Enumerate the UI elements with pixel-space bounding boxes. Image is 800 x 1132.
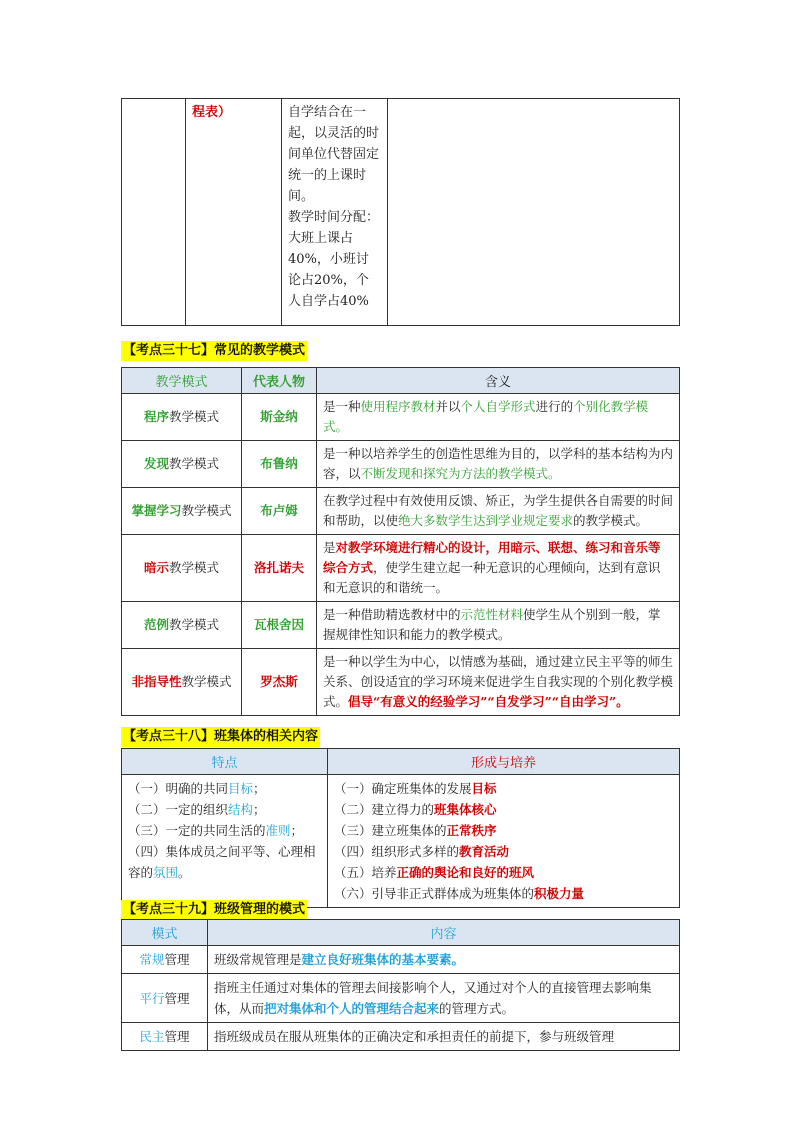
text-run: ； bbox=[253, 802, 266, 817]
mode-cell bbox=[122, 974, 208, 1023]
text-run: 个人自学形式 bbox=[460, 399, 536, 414]
text-run: （三）建立班集体的 bbox=[334, 823, 447, 838]
empty-cell bbox=[388, 99, 680, 326]
mode-keyword: 常规 bbox=[139, 952, 165, 967]
text-run: 使学生从个别到一般，掌握规律性知识和能力的教学模式。 bbox=[323, 607, 661, 642]
feature-item bbox=[128, 841, 321, 883]
text-run: 不断发现和探究为方法的教学模式。 bbox=[360, 466, 561, 481]
column-header: 代表人物 bbox=[242, 368, 317, 394]
column-header: 模式 bbox=[122, 920, 208, 946]
column-header: 教学模式 bbox=[122, 368, 242, 394]
text-run: ； bbox=[253, 781, 266, 796]
mode-keyword: 范例 bbox=[143, 617, 169, 632]
text-run: 班集体核心 bbox=[434, 802, 497, 817]
content-cell bbox=[208, 946, 680, 974]
feature-item bbox=[128, 778, 321, 799]
formation-item bbox=[334, 820, 673, 841]
mode-suffix: 教学模式 bbox=[169, 456, 220, 471]
representative-cell: 布卢姆 bbox=[242, 488, 317, 535]
text-run: （二）建立得力的 bbox=[334, 802, 435, 817]
mode-keyword: 掌握学习 bbox=[131, 503, 182, 518]
text-run: 使用程序教材 bbox=[360, 399, 436, 414]
text-run: （五）培养 bbox=[334, 865, 397, 880]
text-run: （四）集体成员之间平等、心理相容的 bbox=[128, 844, 316, 880]
mode-suffix: 教学模式 bbox=[181, 503, 232, 518]
formation-item bbox=[334, 799, 673, 820]
header-row bbox=[122, 368, 680, 394]
representative-cell: 斯金纳 bbox=[242, 394, 317, 441]
table-row bbox=[122, 946, 680, 974]
features-cell bbox=[122, 775, 328, 908]
text-run: （六）引导非正式群体成为班集体的 bbox=[334, 886, 535, 901]
text-run: （一）确定班集体的发展 bbox=[334, 781, 472, 796]
top-fragment-table bbox=[121, 98, 680, 326]
section-heading-39: 【考点三十九】班级管理的模式 bbox=[121, 900, 307, 920]
mode-suffix: 管理 bbox=[164, 952, 190, 967]
mode-cell bbox=[122, 1023, 208, 1051]
meaning-cell bbox=[317, 602, 680, 649]
meaning-cell bbox=[317, 394, 680, 441]
fragment-text bbox=[282, 99, 388, 326]
mode-suffix: 教学模式 bbox=[169, 560, 220, 575]
section-heading-37: 【考点三十七】常见的教学模式 bbox=[121, 341, 307, 361]
text-run: 是 bbox=[323, 540, 336, 555]
meaning-cell bbox=[317, 441, 680, 488]
mode-cell bbox=[122, 535, 242, 602]
mode-keyword: 平行 bbox=[139, 990, 165, 1006]
text-run: 倡导“有意义的经验学习”“自发学习”“自由学习”。 bbox=[348, 694, 629, 709]
text-run: （一）明确的共同 bbox=[128, 781, 229, 796]
representative-cell: 罗杰斯 bbox=[242, 649, 317, 716]
mode-cell bbox=[122, 649, 242, 716]
mode-suffix: 管理 bbox=[164, 1029, 190, 1044]
column-header: 内容 bbox=[208, 920, 680, 946]
mode-cell bbox=[122, 602, 242, 649]
content-cell bbox=[208, 1023, 680, 1051]
text-run: 氛围 bbox=[153, 865, 179, 880]
teaching-modes-table bbox=[121, 367, 680, 716]
text-run: 正常秩序 bbox=[446, 823, 497, 838]
feature-item bbox=[128, 820, 321, 841]
mode-suffix: 教学模式 bbox=[181, 674, 232, 689]
text-run: 正确的舆论和良好的班风 bbox=[396, 865, 535, 880]
text-run: 把对集体和个人的管理结合起来 bbox=[264, 1001, 440, 1016]
table-row bbox=[122, 1023, 680, 1051]
formation-item bbox=[334, 883, 673, 904]
mode-cell bbox=[122, 394, 242, 441]
text-run: 是一种借助精选教材中的 bbox=[323, 607, 461, 622]
mode-keyword: 发现 bbox=[143, 456, 169, 471]
table-row bbox=[122, 649, 680, 716]
column-header: 含义 bbox=[317, 368, 680, 394]
feature-item bbox=[128, 799, 321, 820]
mode-cell bbox=[122, 946, 208, 974]
content-cell bbox=[208, 974, 680, 1023]
mode-keyword: 非指导性 bbox=[131, 674, 182, 689]
text-run: 积极力量 bbox=[534, 886, 585, 901]
text-run: 是一种以学生为中心，以情感为基础，通过建立民主平等的师生关系、创设适宜的学习环境来促进学生自我实现的个别化教学模式。 bbox=[323, 654, 674, 709]
text-run: （三）一定的共同生活的 bbox=[128, 823, 266, 838]
mode-suffix: 教学模式 bbox=[169, 617, 220, 632]
text-run: 指班级成员在服从班集体的正确决定和承担责任的前提下，参与班级管理 bbox=[214, 1029, 615, 1044]
text-run: 的教学模式。 bbox=[573, 513, 649, 528]
table-row bbox=[122, 488, 680, 535]
meaning-cell bbox=[317, 649, 680, 716]
text-run: 进行的 bbox=[535, 399, 574, 414]
text-run: 对教学环境进行精心的设计，用暗示、联想、练习和音乐等综合方式 bbox=[323, 540, 661, 575]
representative-cell: 瓦根舍因 bbox=[242, 602, 317, 649]
fragment-line: 教学时间分配：大班上课占40%，小班讨论占20%，个人自学占40% bbox=[288, 210, 380, 309]
text-run: 建立良好班集体的基本要素。 bbox=[301, 952, 465, 967]
text-run: 的管理方式。 bbox=[439, 1001, 515, 1016]
mode-keyword: 暗示 bbox=[143, 560, 169, 575]
table-row bbox=[122, 394, 680, 441]
text-run: 绝大多数学生达到学业规定要求 bbox=[398, 513, 574, 528]
text-run: 是一种以培养学生的创造性思维为目的，以学科的基本结构为内容，以 bbox=[323, 446, 674, 481]
text-run: （二）一定的组织 bbox=[128, 802, 229, 817]
text-run: 。 bbox=[178, 865, 191, 880]
text-run: 是一种 bbox=[323, 399, 361, 414]
table-row bbox=[122, 775, 680, 908]
class-management-table bbox=[121, 919, 680, 1051]
text-run: ，使学生建立起一种无意识的心理倾向，达到有意识和无意识的和谐统一。 bbox=[323, 560, 661, 595]
header-row bbox=[122, 749, 680, 775]
mode-suffix: 管理 bbox=[164, 990, 190, 1006]
text-run: 目标 bbox=[471, 781, 497, 796]
column-header: 形成与培养 bbox=[328, 749, 680, 775]
class-collective-table bbox=[121, 748, 680, 908]
text-run: （四）组织形式多样的 bbox=[334, 844, 460, 859]
text-run: 在教学过程中有效使用反馈、矫正，为学生提供各自需要的时间和帮助，以使 bbox=[323, 493, 674, 528]
text-run: 并以 bbox=[435, 399, 461, 414]
meaning-cell bbox=[317, 535, 680, 602]
mode-cell bbox=[122, 488, 242, 535]
text-run: 目标 bbox=[228, 781, 254, 796]
mode-keyword: 程序 bbox=[143, 409, 169, 424]
mode-keyword: 民主 bbox=[139, 1029, 165, 1044]
meaning-cell bbox=[317, 488, 680, 535]
formation-item bbox=[334, 841, 673, 862]
header-row bbox=[122, 920, 680, 946]
representative-cell: 布鲁纳 bbox=[242, 441, 317, 488]
text-run: 个别化教学模式。 bbox=[323, 399, 649, 434]
text-run: 结构 bbox=[228, 802, 254, 817]
text-run: 示范性材料 bbox=[460, 607, 524, 622]
section-heading-38: 【考点三十八】班集体的相关内容 bbox=[121, 727, 320, 747]
representative-cell: 洛扎诺夫 bbox=[242, 535, 317, 602]
text-run: 教育活动 bbox=[459, 844, 510, 859]
table-row bbox=[122, 535, 680, 602]
mode-suffix: 教学模式 bbox=[169, 409, 220, 424]
mode-cell bbox=[122, 441, 242, 488]
table-row bbox=[122, 974, 680, 1023]
table-row bbox=[122, 602, 680, 649]
text-run: 指班主任通过对集体的管理去间接影响个人，又通过对个人的直接管理去影响集体，从而 bbox=[214, 980, 652, 1016]
text-run: ； bbox=[290, 823, 304, 838]
fragment-line: 自学结合在一起，以灵活的时间单位代替固定统一的上课时间。 bbox=[288, 105, 380, 204]
fragment-label: 程表） bbox=[186, 99, 282, 326]
empty-cell bbox=[122, 99, 186, 326]
formation-cell bbox=[328, 775, 680, 908]
column-header: 特点 bbox=[122, 749, 328, 775]
text-run: 班级常规管理是 bbox=[214, 952, 302, 967]
table-row bbox=[122, 441, 680, 488]
text-run: 准则 bbox=[265, 823, 291, 838]
formation-item bbox=[334, 862, 673, 883]
formation-item bbox=[334, 778, 673, 799]
